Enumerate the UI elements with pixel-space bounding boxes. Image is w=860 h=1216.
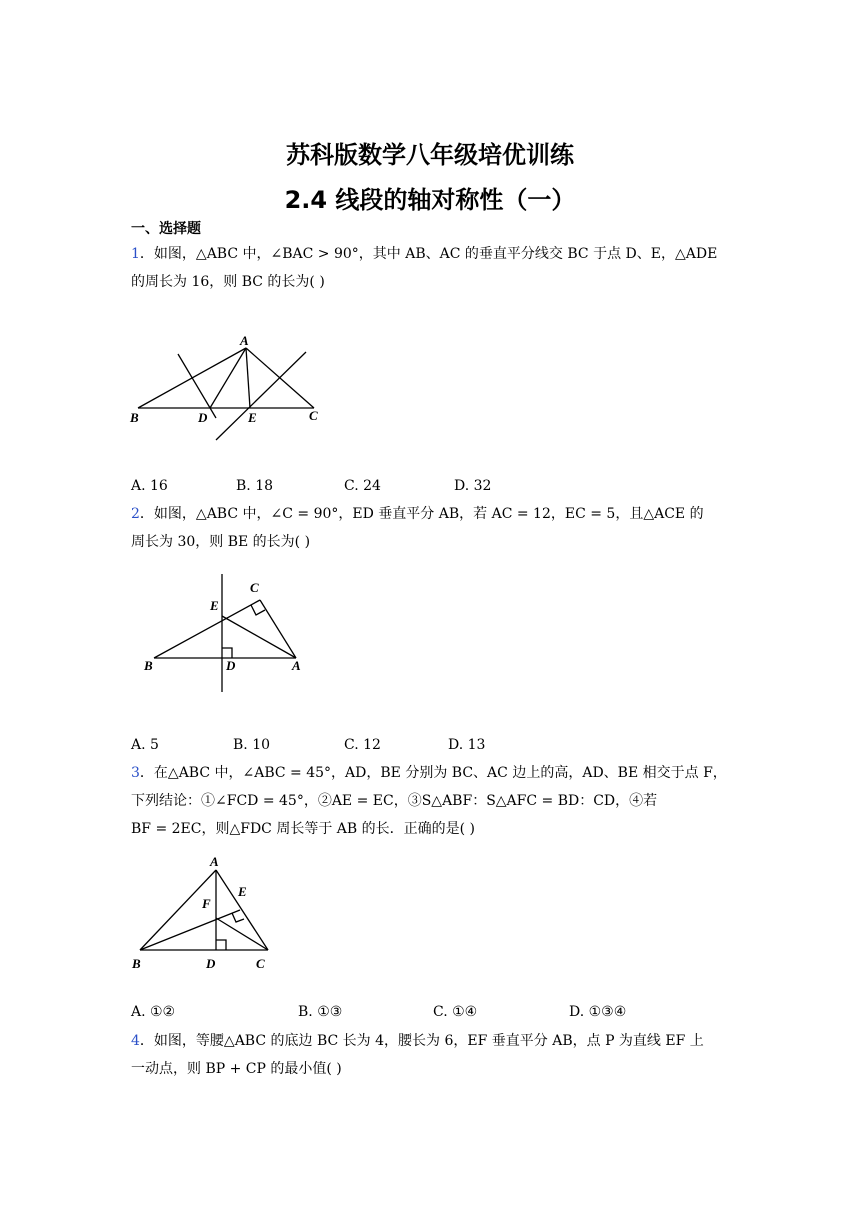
point-label: F (202, 896, 211, 911)
option-a: A. 16 (131, 478, 168, 494)
option-c: C. 12 (344, 737, 381, 753)
option-d: D. 13 (448, 737, 486, 753)
point-label: E (248, 410, 257, 425)
page-title: 苏科版数学八年级培优训练 (286, 141, 574, 169)
question-text-line: 周长为 30，则 BE 的长为( ) (131, 534, 311, 550)
option-b: B. 10 (233, 737, 271, 753)
question-number: 2 (131, 506, 140, 522)
point-label: D (198, 410, 208, 425)
question-2 (131, 500, 731, 556)
point-label: C (309, 408, 318, 423)
point-label: B (132, 956, 141, 971)
question-text-line: 下列结论：①∠FCD = 45°，②AE = EC，③S△ABF：S△AFC = BD：CD，④若 (131, 793, 658, 809)
question-number: 4 (131, 1033, 140, 1049)
point-label: B (144, 658, 153, 673)
question-text-line: ．如图，△ABC 中，∠C = 90°，ED 垂直平分 AB，若 AC = 12，EC = 5，且△ACE 的 (139, 506, 704, 522)
page-subtitle: 2.4 线段的轴对称性（一） (284, 186, 576, 214)
figure-q1 (128, 332, 328, 442)
option-b: B. 18 (236, 478, 274, 494)
option-c: C. ①④ (433, 1004, 478, 1020)
option-a: A. 5 (131, 737, 159, 753)
point-label: E (238, 884, 247, 899)
question-text-line: ．如图，△ABC 中，∠BAC > 90°，其中 AB、AC 的垂直平分线交 BC 于点 D、E，△ADE (139, 246, 718, 262)
option-d: D. ①③④ (569, 1004, 627, 1020)
option-b: B. ①③ (298, 1004, 343, 1020)
question-text-line: 一动点，则 BP + CP 的最小值( ) (131, 1061, 342, 1077)
point-label: B (130, 410, 139, 425)
figure-q2 (140, 570, 320, 695)
question-text-line: BF = 2EC，则△FDC 周长等于 AB 的长．正确的是( ) (131, 821, 476, 837)
point-label: E (210, 598, 219, 613)
point-label: C (256, 956, 265, 971)
question-number: 3 (131, 765, 140, 781)
question-4 (131, 1027, 731, 1083)
point-label: A (240, 333, 249, 348)
option-a: A. ①② (131, 1004, 176, 1020)
figure-q3 (128, 852, 278, 977)
option-c: C. 24 (344, 478, 381, 494)
option-d: D. 32 (454, 478, 492, 494)
question-text-line: ．在△ABC 中，∠ABC = 45°，AD，BE 分别为 BC、AC 边上的高，AD、BE 相交于点 F， (139, 765, 727, 781)
point-label: A (292, 658, 301, 673)
question-1 (131, 240, 731, 296)
question-text-line: ．如图，等腰△ABC 的底边 BC 长为 4，腰长为 6，EF 垂直平分 AB，点 P 为直线 EF 上 (139, 1033, 704, 1049)
point-label: A (210, 854, 219, 869)
point-label: D (206, 956, 216, 971)
question-3 (131, 759, 731, 843)
point-label: C (250, 580, 259, 595)
question-number: 1 (131, 246, 140, 262)
section-heading: 一、选择题 (131, 221, 201, 237)
question-text-line: 的周长为 16，则 BC 的长为( ) (131, 274, 325, 290)
point-label: D (226, 658, 236, 673)
